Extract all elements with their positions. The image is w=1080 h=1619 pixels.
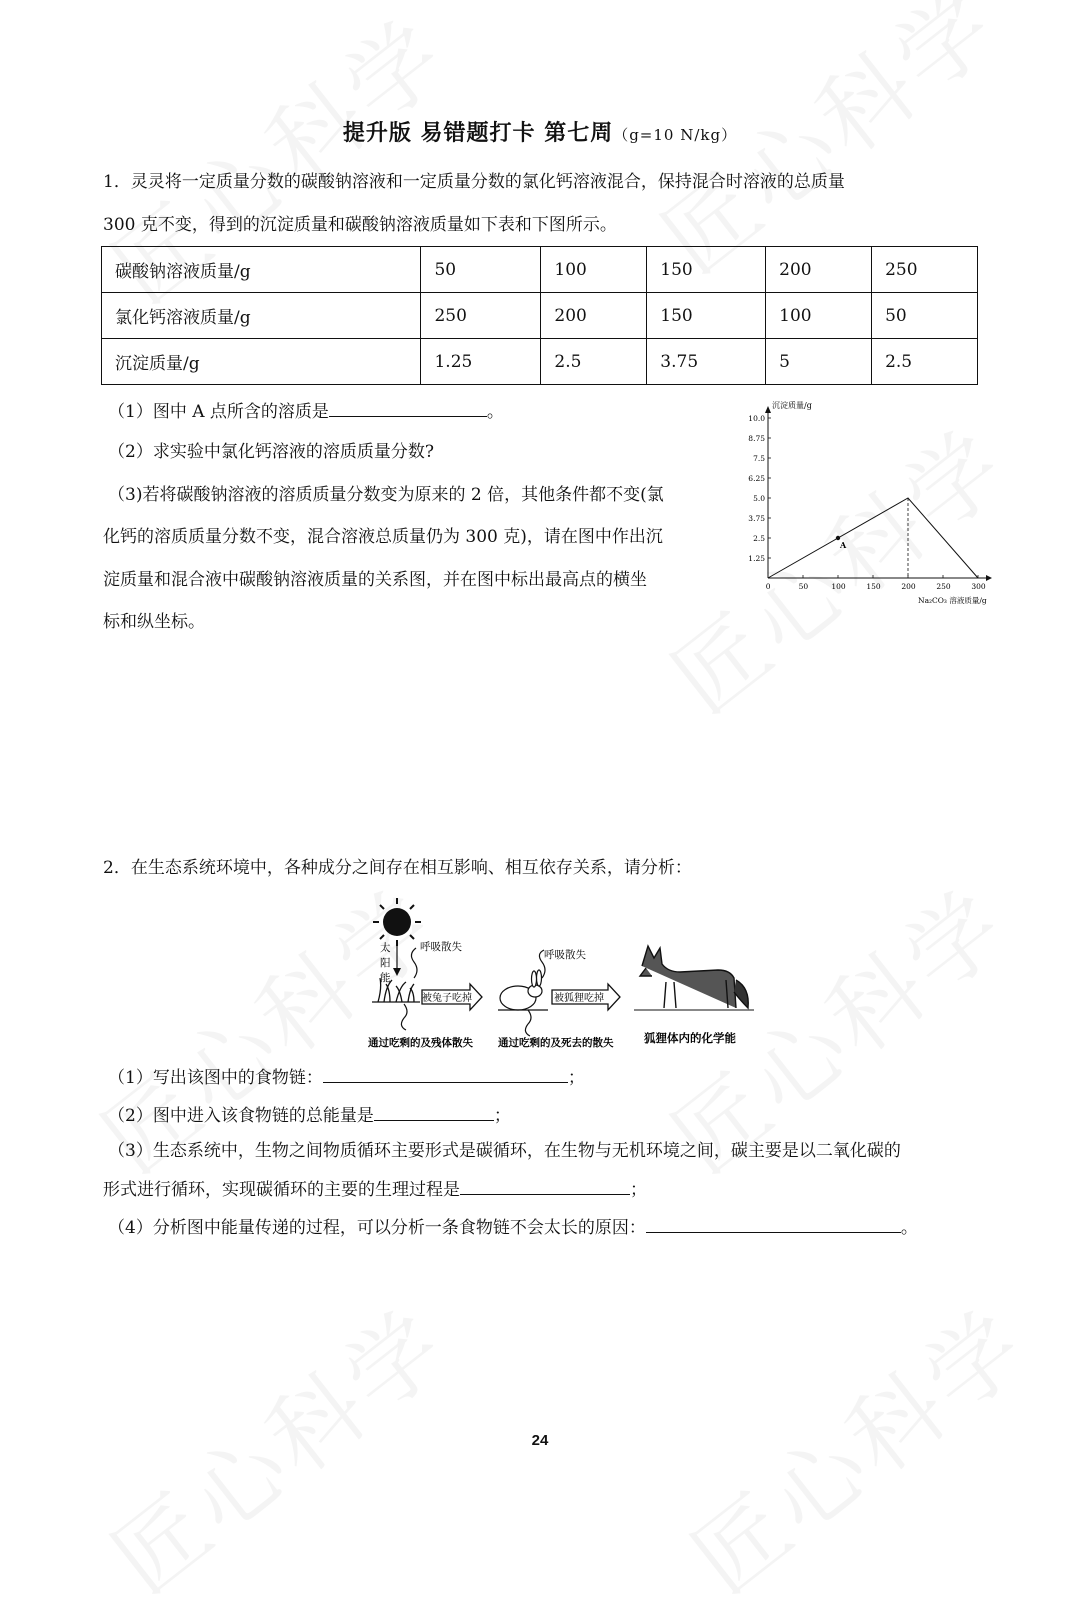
eaten-by-rabbit-label: 被兔子吃掉 <box>422 993 472 1004</box>
table-cell: 50 <box>421 247 541 293</box>
precipitate-chart <box>750 395 990 605</box>
table-cell: 碳酸钠溶液质量/g <box>102 247 421 293</box>
table-cell: 氯化钙溶液质量/g <box>102 293 421 339</box>
q1-sub3-line1: （3)若将碳酸钠溶液的溶质质量分数变为原来的 2 倍，其他条件都不变(氯 <box>108 485 664 505</box>
table-cell: 100 <box>766 293 872 339</box>
q2-sub1 <box>108 1066 585 1088</box>
q2-sub4 <box>108 1216 918 1238</box>
rabbit-icon <box>498 970 548 1010</box>
chart-x-tick-label: 300 <box>971 582 986 591</box>
q1-sub3-line3: 淀质量和混合液中碳酸钠溶液质量的关系图，并在图中标出最高点的横坐 <box>103 570 647 590</box>
q1-sub1-suffix: 。 <box>486 402 504 422</box>
chart-point-a-label: A <box>840 540 847 550</box>
chart-y-tick-label: 10.0 <box>748 414 765 423</box>
title-main: 提升版 易错题打卡 第七周 <box>342 120 614 146</box>
chart-y-tick-label: 6.25 <box>748 474 765 483</box>
q2-sub2-suffix: ； <box>493 1106 511 1126</box>
table-cell: 250 <box>872 247 978 293</box>
eaten-by-fox-label: 被狐狸吃掉 <box>554 993 604 1004</box>
chart-x-tick-label: 0 <box>765 582 771 591</box>
sun-energy-label-3: 能 <box>380 972 391 984</box>
q2-sub2-answer-blank[interactable] <box>374 1104 494 1121</box>
q1-stem-line1: 1．灵灵将一定质量分数的碳酸钠溶液和一定质量分数的氯化钙溶液混合，保持混合时溶液的总质量 <box>103 172 845 192</box>
table-cell: 100 <box>541 247 647 293</box>
chart-y-tick-label: 1.25 <box>748 554 765 563</box>
sun-icon <box>373 898 421 946</box>
respiration-loss-1: 呼吸散失 <box>420 941 462 953</box>
chart-y-tick-label: 8.75 <box>748 434 765 443</box>
q2-sub3-suffix: ； <box>630 1180 647 1200</box>
table-cell: 5 <box>766 339 872 385</box>
q1-sub1-answer-blank[interactable] <box>329 400 487 417</box>
chart-y-tick-label: 3.75 <box>748 514 765 523</box>
chart-x-arrow <box>986 575 992 581</box>
q2-sub3-text: 形式进行循环，实现碳循环的主要的生理过程是 <box>103 1180 460 1200</box>
chart-y-tick-label: 2.5 <box>753 534 765 543</box>
table-cell: 150 <box>647 247 766 293</box>
chart-xlabel: Na₂CO₃ 溶液质量/g <box>918 596 987 605</box>
table-cell: 50 <box>872 293 978 339</box>
q1-data-table <box>101 246 978 385</box>
fox-icon <box>634 946 754 1010</box>
q2-sub3-answer-blank[interactable] <box>460 1178 630 1195</box>
table-cell: 2.5 <box>541 339 647 385</box>
table-cell: 250 <box>421 293 541 339</box>
q1-sub1-text: （1）图中 A 点所含的溶质是 <box>108 402 329 422</box>
q2-stem: 2．在生态系统环境中，各种成分之间存在相互影响、相互依存关系，请分析： <box>103 858 692 878</box>
chart-x-tick-label: 250 <box>936 582 951 591</box>
q1-sub1 <box>108 400 504 422</box>
table-cell: 3.75 <box>647 339 766 385</box>
arrow-to-fox <box>552 984 620 1010</box>
fox-chemical-energy-label: 狐狸体内的化学能 <box>644 1031 736 1045</box>
title-subtitle: （g=10 N/kg） <box>613 126 738 144</box>
table-row <box>102 339 978 385</box>
sun-energy-label-2: 阳 <box>380 957 391 969</box>
q1-sub2: （2）求实验中氯化钙溶液的溶质质量分数? <box>108 442 434 462</box>
page-title <box>0 116 1080 147</box>
chart-series-line <box>768 498 978 578</box>
q2-sub3-line2 <box>103 1178 647 1200</box>
chart-x-tick-label: 50 <box>798 582 809 591</box>
table-cell: 200 <box>766 247 872 293</box>
q1-sub3-line2: 化钙的溶质质量分数不变，混合溶液总质量仍为 300 克)，请在图中作出沉 <box>103 527 663 547</box>
q1-sub3-line4: 标和纵坐标。 <box>103 612 205 632</box>
q1-stem-line2: 300 克不变，得到的沉淀质量和碳酸钠溶液质量如下表和下图所示。 <box>103 215 617 235</box>
q2-sub2 <box>108 1104 511 1126</box>
table-row <box>102 293 978 339</box>
chart-ylabel: 沉淀质量/g <box>772 401 812 410</box>
respiration-loss-2: 呼吸散失 <box>544 949 586 961</box>
chart-y-arrow <box>765 406 771 413</box>
table-cell: 1.25 <box>421 339 541 385</box>
q2-sub1-text: （1）写出该图中的食物链： <box>108 1068 323 1088</box>
energy-loss-label-2: 通过吃剩的及死去的散失 <box>498 1037 614 1049</box>
ecosystem-diagram <box>358 896 758 1054</box>
sun-energy-label-1: 太 <box>380 942 391 954</box>
energy-loss-label-1: 通过吃剩的及残体散失 <box>368 1037 473 1049</box>
page-number: 24 <box>531 1432 549 1449</box>
q2-sub4-text: （4）分析图中能量传递的过程，可以分析一条食物链不会太长的原因： <box>108 1218 646 1238</box>
q2-sub4-suffix: 。 <box>900 1218 918 1238</box>
chart-x-tick-label: 150 <box>866 582 881 591</box>
chart-x-tick-label: 200 <box>901 582 916 591</box>
chart-x-tick-label: 100 <box>831 582 846 591</box>
chart-y-tick-label: 5.0 <box>753 494 765 503</box>
table-row <box>102 247 978 293</box>
q2-sub3-line1: （3）生态系统中，生物之间物质循环主要形式是碳循环，在生物与无机环境之间，碳主要是以二氧化碳的 <box>108 1141 901 1161</box>
table-cell: 150 <box>647 293 766 339</box>
q2-sub1-suffix: ； <box>567 1068 585 1088</box>
arrow-to-rabbit <box>422 984 482 1010</box>
q2-sub1-answer-blank[interactable] <box>323 1066 568 1083</box>
table-cell: 200 <box>541 293 647 339</box>
table-cell: 2.5 <box>872 339 978 385</box>
chart-y-tick-label: 7.5 <box>753 454 765 463</box>
table-cell: 沉淀质量/g <box>102 339 421 385</box>
q2-sub2-text: （2）图中进入该食物链的总能量是 <box>108 1106 374 1126</box>
q2-sub4-answer-blank[interactable] <box>646 1216 901 1233</box>
